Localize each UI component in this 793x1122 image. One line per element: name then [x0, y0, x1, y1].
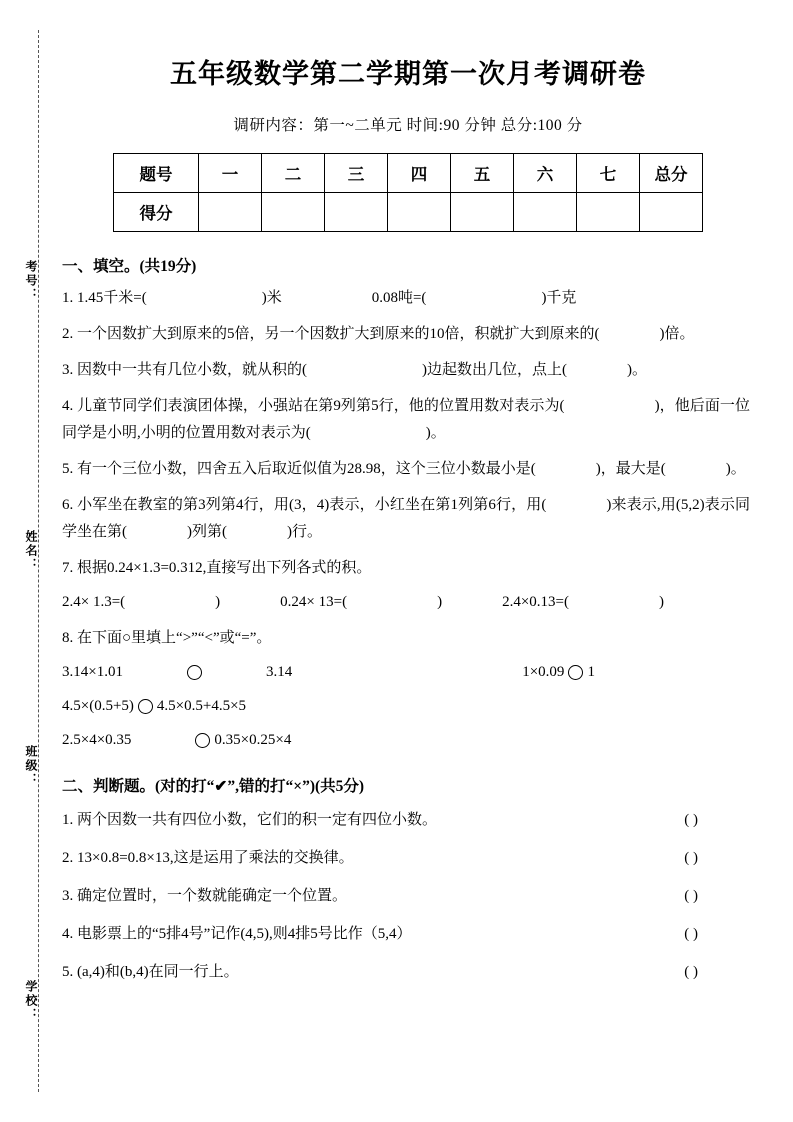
score-table-col-7: 七: [577, 154, 640, 193]
question-1-1: [62, 285, 750, 312]
q8a-left2: 1×0.09: [522, 664, 565, 680]
q7c: 0.24× 13=(: [280, 594, 348, 610]
q1-part-d: )千克: [541, 290, 577, 306]
side-label-school: 学校：: [24, 980, 38, 1022]
q6-text: 6. 小军坐在教室的第3列第4行，用(3，4)表示，小红坐在第1列第6行，用(: [62, 497, 547, 513]
q7b: ): [215, 594, 221, 610]
side-label-group: [22, 30, 42, 1092]
list-item: [62, 883, 750, 910]
question-1-6: [62, 492, 750, 546]
score-table-score-label: 得分: [114, 193, 199, 232]
score-cell-total[interactable]: [640, 193, 703, 232]
question-1-8-row-b: [62, 693, 750, 720]
list-item: [62, 959, 750, 986]
question-1-8-row-a: [62, 659, 750, 686]
score-cell-7[interactable]: [577, 193, 640, 232]
list-item: [62, 845, 750, 872]
q3-text-c: )。: [627, 362, 647, 378]
side-label-exam-number: 考号：: [24, 260, 38, 302]
question-1-3: [62, 357, 750, 384]
question-1-7-subitems: [62, 589, 750, 616]
question-1-2: [62, 321, 750, 348]
score-cell-5[interactable]: [451, 193, 514, 232]
question-1-8-row-c: [62, 727, 750, 754]
page-title: 五年级数学第二学期第一次月考调研卷: [170, 59, 646, 89]
section-2-heading: 二、判断题。(对的打“✔”,错的打“×”)(共5分): [62, 778, 365, 795]
q8c-left: 2.5×4×0.35: [62, 732, 132, 748]
q3-text-b: )边起数出几位，点上(: [422, 362, 567, 378]
tf-item-2-text: 2. 13×0.8=0.8×13,这是运用了乘法的交换律。: [62, 850, 354, 866]
q5-text: 5. 有一个三位小数，四舍五入后取近似值为28.98，这个三位小数最小是(: [62, 461, 536, 477]
q8b-right: 4.5×0.5+4.5×5: [156, 698, 247, 714]
score-table-col-1: 一: [199, 154, 262, 193]
q8a-right: 3.14: [265, 664, 293, 680]
score-cell-3[interactable]: [325, 193, 388, 232]
q1-part-b: )米: [261, 290, 282, 306]
compare-circle-icon[interactable]: [187, 665, 202, 680]
compare-circle-icon[interactable]: [568, 665, 583, 680]
score-table: [113, 153, 703, 232]
tf-item-4-text: 4. 电影票上的“5排4号”记作(4,5),则4排5号比作（5,4）: [62, 926, 412, 942]
q4-text: 4. 儿童节同学们表演团体操，小强站在第9列第5行，他的位置用数对表示为(: [62, 398, 565, 414]
score-table-col-3: 三: [325, 154, 388, 193]
score-table-col-5: 五: [451, 154, 514, 193]
list-item: [62, 807, 750, 834]
q3-text: 3. 因数中一共有几位小数，就从积的(: [62, 362, 307, 378]
table-row: [114, 193, 703, 232]
q5-text-b: )，最大是(: [595, 461, 666, 477]
question-1-7: [62, 555, 750, 582]
score-table-col-2: 二: [262, 154, 325, 193]
score-table-header-label: 题号: [114, 154, 199, 193]
q2-text-b: )倍。: [659, 326, 695, 342]
exam-body: [58, 254, 758, 986]
score-table-col-6: 六: [514, 154, 577, 193]
exam-subtitle: 调研内容：第一~二单元 时间:90 分钟 总分:100 分: [233, 117, 583, 134]
tf-item-4-answer[interactable]: ( ): [684, 926, 698, 942]
score-cell-6[interactable]: [514, 193, 577, 232]
q2-text: 2. 一个因数扩大到原来的5倍，另一个因数扩大到原来的10倍，积就扩大到原来的(: [62, 326, 600, 342]
tf-item-3-text: 3. 确定位置时，一个数就能确定一个位置。: [62, 888, 348, 904]
q8-text: 8. 在下面○里填上“>”“<”或“=”。: [62, 630, 272, 646]
compare-circle-icon[interactable]: [195, 733, 210, 748]
score-table-col-4: 四: [388, 154, 451, 193]
question-1-5: [62, 456, 750, 483]
score-cell-4[interactable]: [388, 193, 451, 232]
compare-circle-icon[interactable]: [138, 699, 153, 714]
tf-item-5-text: 5. (a,4)和(b,4)在同一行上。: [62, 964, 239, 980]
exam-paper: [58, 0, 758, 1122]
tf-item-1-text: 1. 两个因数一共有四位小数，它们的积一定有四位小数。: [62, 812, 438, 828]
section-1-heading: 一、填空。(共19分): [62, 258, 197, 275]
q7f: ): [659, 594, 665, 610]
q1-part-c: 0.08吨=(: [371, 290, 427, 306]
q6-text-c: )列第(: [187, 524, 227, 540]
q6-text-b: )来表示,用(5,2)表示同学坐在第(: [62, 497, 750, 540]
q7d: ): [437, 594, 443, 610]
q4-text-b: )，他后面一位同学是小明,小明的位置用数对表示为(: [62, 398, 751, 441]
score-cell-2[interactable]: [262, 193, 325, 232]
q7a: 2.4× 1.3=(: [62, 594, 126, 610]
q1-part-a: 1. 1.45千米=(: [62, 290, 147, 306]
score-table-col-total: 总分: [640, 154, 703, 193]
question-1-8: [62, 625, 750, 652]
tf-item-1-answer[interactable]: ( ): [684, 812, 698, 828]
tf-item-3-answer[interactable]: ( ): [684, 888, 698, 904]
q8a-right2: 1: [587, 664, 595, 680]
q8c-right: 0.35×0.25×4: [214, 732, 292, 748]
table-row: [114, 154, 703, 193]
list-item: [62, 921, 750, 948]
q8a-left: 3.14×1.01: [62, 664, 123, 680]
question-1-4: [62, 393, 750, 447]
side-label-class: 班级：: [24, 745, 38, 787]
tf-item-5-answer[interactable]: ( ): [684, 964, 698, 980]
q8b-left: 4.5×(0.5+5): [62, 698, 134, 714]
tf-item-2-answer[interactable]: ( ): [684, 850, 698, 866]
q7e: 2.4×0.13=(: [502, 594, 570, 610]
q7-text: 7. 根据0.24×1.3=0.312,直接写出下列各式的积。: [62, 560, 372, 576]
q6-text-d: )行。: [287, 524, 322, 540]
score-cell-1[interactable]: [199, 193, 262, 232]
q5-text-c: )。: [725, 461, 746, 477]
side-label-name: 姓名：: [24, 530, 38, 572]
q4-text-c: )。: [425, 425, 446, 441]
